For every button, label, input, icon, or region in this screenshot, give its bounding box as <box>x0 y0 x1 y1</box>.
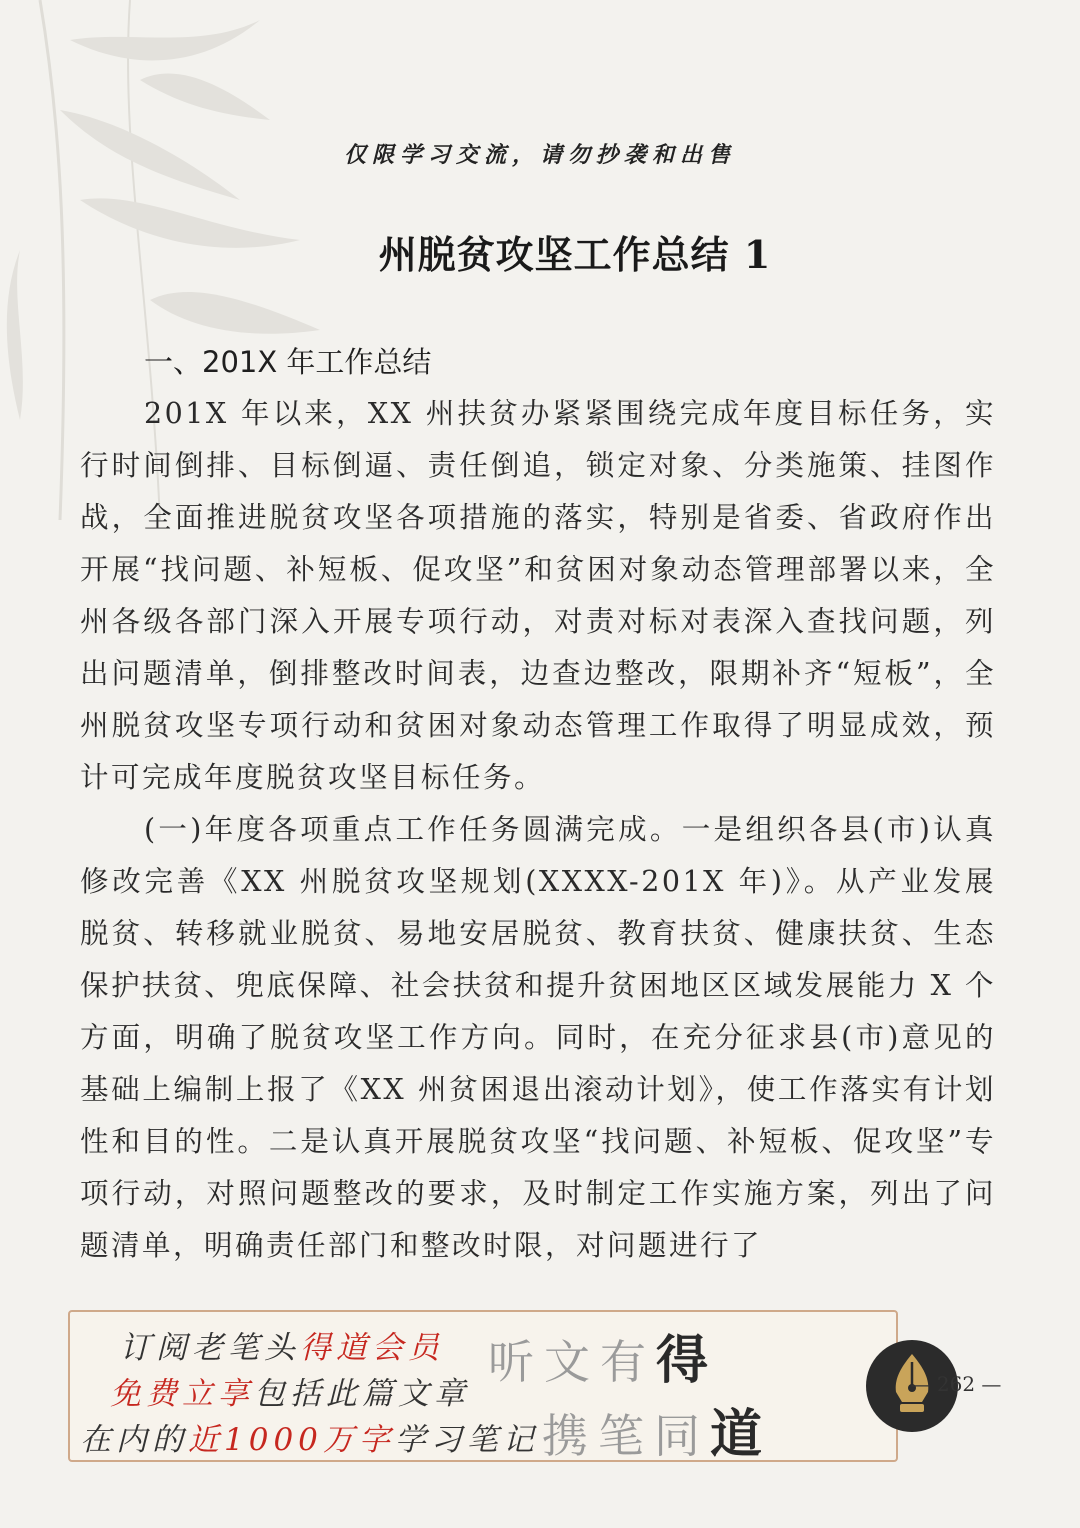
membership-promo-banner[interactable] <box>68 1310 898 1465</box>
slogan-line-1: 听文有得 <box>488 1330 719 1391</box>
paragraph: 201X 年以来，XX 州扶贫办紧紧围绕完成年度目标任务，实行时间倒排、目标倒逼、责任倒追，锁定对象、分类施策、挂图作战，全面推进脱贫攻坚各项措施的落实，特别是省委、省政府作出开展“找问题、补短板、促攻坚”和贫困对象动态管理部署以来，全州各级各部门深入开展专项行动，对责对标对表深入查找问题，列出问题清单，倒排整改时间表，边查边整改，限期补齐“短板”，全州脱贫攻坚专项行动和贫困对象动态管理工作取得了明显成效，预计可完成年度脱贫攻坚目标任务。 <box>80 397 996 794</box>
promo-line-3: 在内的近1000万字学习笔记 <box>80 1422 539 1458</box>
promo-line-1: 订阅老笔头得道会员 <box>120 1330 444 1366</box>
promo-line-2: 免费立享包括此篇文章 <box>110 1376 470 1412</box>
paragraph: (一)年度各项重点工作任务圆满完成。一是组织各县(市)认真修改完善《XX 州脱贫攻坚规划(XXXX-201X 年)》。从产业发展脱贫、转移就业脱贫、易地安居脱贫、教育扶贫、健康扶贫、生态保护扶贫、兜底保障、社会扶贫和提升贫困地区区域发展能力 X 个方面，明确了脱贫攻坚工作方向。同时，在充分征求县(市)意见的基础上编制上报了《XX 州贫困退出滚动计划》，使工作落实有计划性和目的性。二是认真开展脱贫攻坚“找问题、补短板、促攻坚”专项行动，对照问题整改的要求，及时制定工作实施方案，列出了问题清单，明确责任部门和整改时限，对问题进行了 <box>80 813 996 1262</box>
document-body <box>80 336 996 1272</box>
slogan-line-2: 携笔同道 <box>542 1404 773 1465</box>
copyright-notice: 仅限学习交流，请勿抄袭和出售 <box>343 142 736 168</box>
section-heading: 一、201X 年工作总结 <box>144 345 432 379</box>
page-title: 州脱贫攻坚工作总结 1 <box>378 232 772 277</box>
page-number: — 262 — <box>910 1372 1002 1396</box>
